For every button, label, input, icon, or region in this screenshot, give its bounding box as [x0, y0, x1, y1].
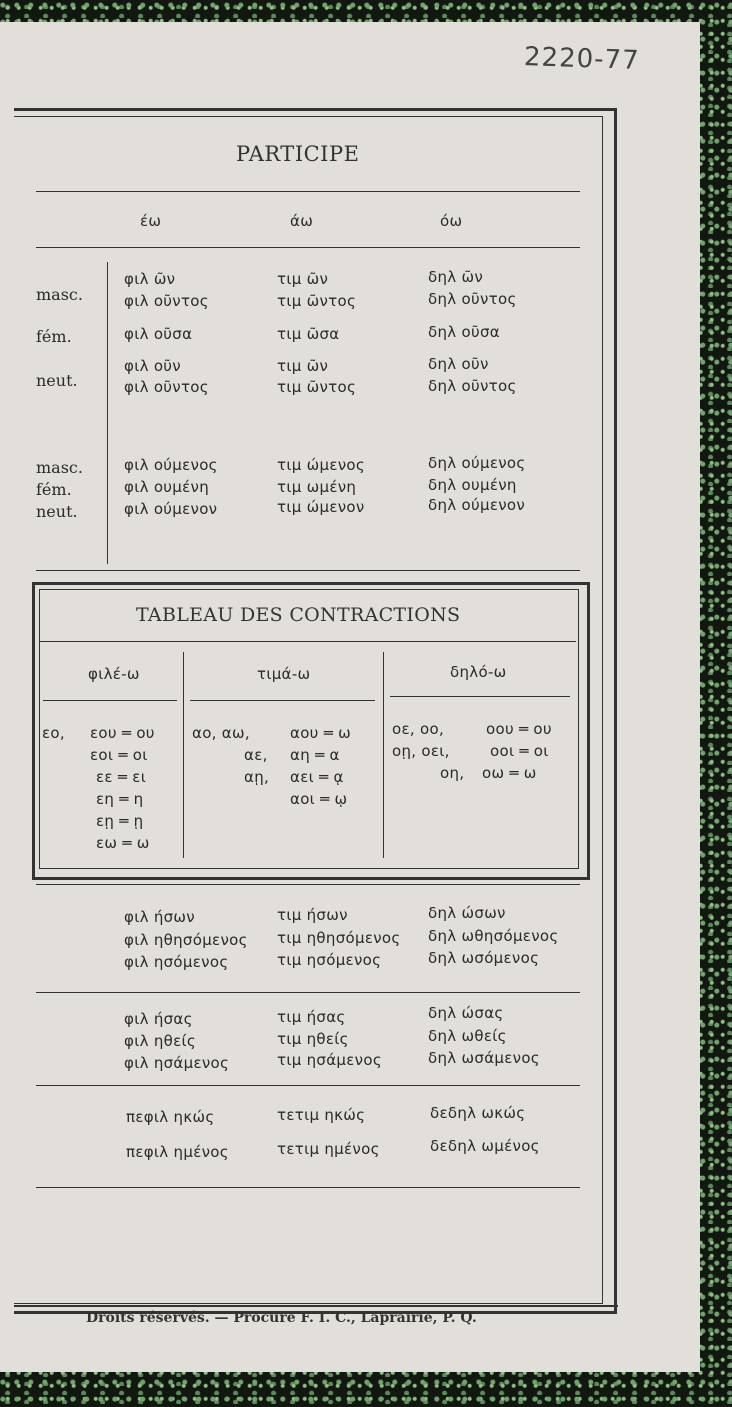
- contraction-rule: αει ═ ᾳ: [290, 768, 344, 786]
- label-neut: neut.: [36, 371, 78, 390]
- rule: [36, 247, 580, 248]
- cell: φιλ ουμένη: [124, 478, 210, 496]
- rule: [40, 641, 576, 642]
- contraction-prefix: οῃ, οει,: [392, 742, 450, 760]
- contraction-rule: εου ═ ου: [90, 724, 155, 742]
- cell: δηλ ουμένη: [428, 476, 517, 494]
- cell: τετιμ ημένος: [277, 1140, 380, 1158]
- rule: [36, 1187, 580, 1188]
- cell: τιμ ησόμενος: [277, 951, 382, 969]
- contraction-rule: εω ═ ω: [96, 834, 150, 852]
- cell: δηλ ούμενον: [428, 496, 526, 514]
- rule: [36, 992, 580, 993]
- footer-rule: [14, 1305, 618, 1307]
- contraction-rule: αοι ═ ῳ: [290, 790, 348, 808]
- cell: δηλ οῦντος: [428, 290, 517, 308]
- contraction-rule: εῃ ═ ῃ: [96, 812, 144, 830]
- cell: φιλ οῦν: [124, 357, 181, 375]
- rule: [36, 191, 580, 192]
- contraction-rule: εε ═ ει: [96, 768, 147, 786]
- cell: δηλ οῦντος: [428, 377, 517, 395]
- contraction-rule: αου ═ ω: [290, 724, 351, 742]
- label-neut: neut.: [36, 502, 78, 521]
- cell: τιμ ησάμενος: [277, 1051, 382, 1069]
- rule: [390, 696, 570, 697]
- cell: δηλ ῶν: [428, 268, 484, 286]
- footer-text: Droits réservés. — Procure F. I. C., Laprairie, P. Q.: [86, 1310, 477, 1326]
- cell: πεφιλ ημένος: [126, 1143, 229, 1161]
- cell: τιμ ήσων: [277, 906, 348, 924]
- rule: [190, 700, 375, 701]
- label-fem: fém.: [36, 327, 72, 346]
- contraction-header: φιλέ-ω: [88, 665, 140, 683]
- cell: φιλ ούμενον: [124, 500, 218, 518]
- cell: φιλ ήσας: [124, 1010, 193, 1028]
- cell: τιμ ήσας: [277, 1008, 346, 1026]
- cell: δηλ ωσάμενος: [428, 1049, 540, 1067]
- cell: δηλ οῦν: [428, 355, 489, 373]
- cell: φιλ ήσων: [124, 908, 195, 926]
- cell: τιμ ηθείς: [277, 1030, 349, 1048]
- cell: τιμ ῶν: [277, 357, 329, 375]
- contraction-rule: εη ═ η: [96, 790, 144, 808]
- cell: φιλ ησόμενος: [124, 953, 229, 971]
- contraction-rule: εοι ═ οι: [90, 746, 148, 764]
- cell: τιμ ωμένη: [277, 478, 357, 496]
- cell: δηλ ούμενος: [428, 454, 526, 472]
- label-fem: fém.: [36, 480, 72, 499]
- cell: δεδηλ ωμένος: [430, 1137, 540, 1155]
- cell: τιμ ώμενος: [277, 456, 365, 474]
- handwritten-annotation: 2220-77: [523, 41, 641, 77]
- column-header-ew: έω: [140, 212, 162, 230]
- cell: τιμ ῶσα: [277, 325, 340, 343]
- cell: τιμ ῶντος: [277, 378, 357, 396]
- label-masc: masc.: [36, 285, 83, 304]
- contraction-prefix: εο,: [42, 724, 65, 742]
- cell: δηλ ωθείς: [428, 1027, 507, 1045]
- cell: φιλ οῦντος: [124, 292, 209, 310]
- cell: φιλ ηθησόμενος: [124, 931, 248, 949]
- rule: [36, 1085, 580, 1086]
- contraction-rule: οω ═ ω: [482, 764, 537, 782]
- cell: τιμ ηθησόμενος: [277, 929, 401, 947]
- cell: φιλ ηθείς: [124, 1032, 196, 1050]
- cell: φιλ ησάμενος: [124, 1054, 230, 1072]
- cell: δηλ ωθησόμενος: [428, 927, 559, 945]
- cell: δεδηλ ωκώς: [430, 1104, 526, 1122]
- label-divider: [107, 262, 108, 564]
- contraction-rule: οοι ═ οι: [490, 742, 549, 760]
- contraction-header: δηλό-ω: [450, 663, 507, 681]
- cell: δηλ οῦσα: [428, 323, 500, 341]
- column-divider: [183, 652, 184, 858]
- column-header-aw: άω: [290, 212, 314, 230]
- cell: τετιμ ηκώς: [277, 1106, 366, 1124]
- rule: [36, 884, 580, 885]
- contraction-prefix: οη,: [440, 764, 465, 782]
- cell: φιλ οῦσα: [124, 325, 193, 343]
- cell: φιλ οῦντος: [124, 378, 209, 396]
- contraction-header: τιμά-ω: [257, 665, 311, 683]
- contractions-title: TABLEAU DES CONTRACTIONS: [136, 604, 461, 626]
- contraction-rule: οου ═ ου: [486, 720, 552, 738]
- cell: φιλ ούμενος: [124, 456, 218, 474]
- contraction-rule: αη ═ α: [290, 746, 340, 764]
- cell: πεφιλ ηκώς: [126, 1108, 215, 1126]
- contraction-prefix: αῃ,: [244, 768, 270, 786]
- contraction-prefix: αο, αω,: [192, 724, 250, 742]
- cell: δηλ ωσόμενος: [428, 949, 540, 967]
- cell: δηλ ώσας: [428, 1004, 504, 1022]
- cell: τιμ ῶν: [277, 270, 329, 288]
- cell: φιλ ῶν: [124, 270, 176, 288]
- cell: τιμ ῶντος: [277, 292, 357, 310]
- label-masc: masc.: [36, 458, 83, 477]
- contraction-prefix: αε,: [244, 746, 268, 764]
- cell: δηλ ώσων: [428, 904, 506, 922]
- contraction-prefix: οε, οο,: [392, 720, 445, 738]
- column-divider: [383, 652, 384, 858]
- cell: τιμ ώμενον: [277, 498, 365, 516]
- page-title: PARTICIPE: [236, 142, 360, 166]
- rule: [36, 570, 580, 571]
- rule: [43, 700, 177, 701]
- column-header-ow: όω: [440, 212, 463, 230]
